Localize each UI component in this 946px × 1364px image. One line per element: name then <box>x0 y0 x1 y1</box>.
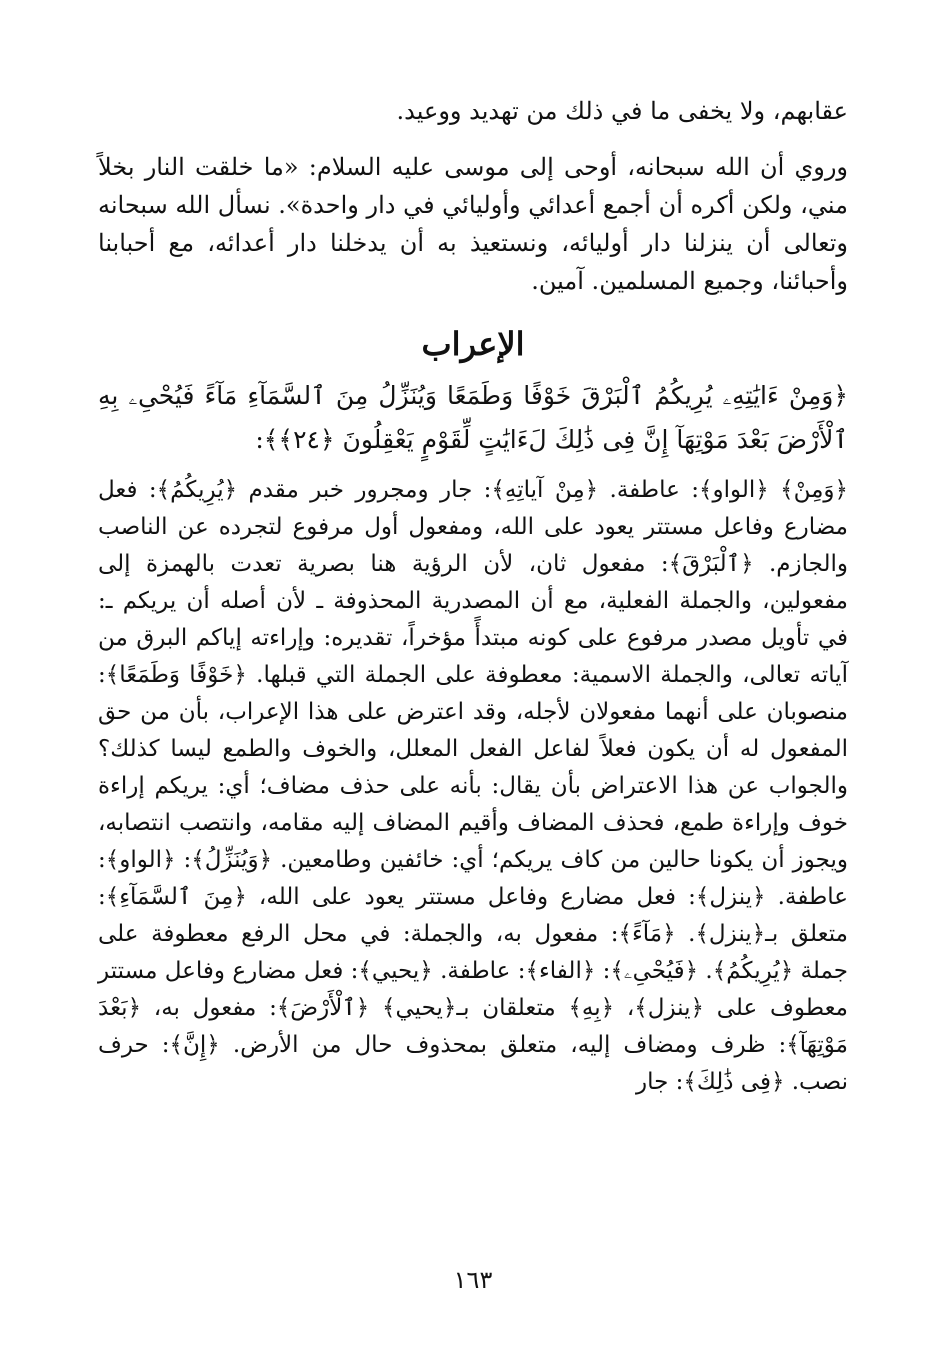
grammatical-analysis: ﴿وَمِنْ﴾ ﴿الواو﴾: عاطفة. ﴿مِنْ آياتِهِ﴾: جار ومجرور خبر مقدم ﴿يُرِيكُمُ﴾: فعل مضارع وفاعل مستتر يعود على الله، ومفعول أول مرفوع لتجرده عن الناصب والجازم. ﴿ٱلْبَرْقَ﴾: مفعول ثان، لأن الرؤية هنا بصرية تعدت بالهمزة إلى مفعولين، والجملة الفعلية، مع أن المصدرية المحذوفة ـ لأن أصله أن يريكم ـ: في تأويل مصدر مرفوع على كونه مبتدأً مؤخراً، تقديره: وإراءته إياكم البرق من آياته تعالى، والجملة الاسمية: معطوفة على الجملة التي قبلها. ﴿خَوْفًا وَطَمَعًا﴾: منصوبان على أنهما مفعولان لأجله، وقد اعترض على هذا الإعراب، بأن من حق المفعول له أن يكون فعلاً لفاعل الفعل المعلل، والخوف والطمع ليسا كذلك؟ والجواب عن هذا الاعتراض بأن يقال: بأنه على حذف مضاف؛ أي: يريكم إراءة خوف وإراءة طمع، فحذف المضاف وأقيم المضاف إليه مقامه، وانتصب انتصابه، ويجوز أن يكونا حالين من كاف يريكم؛ أي: خائفين وطامعين. ﴿وَيُنَزِّلُ﴾: ﴿الواو﴾: عاطفة. ﴿ينزل﴾: فعل مضارع وفاعل مستتر يعود على الله، ﴿مِنَ ٱلسَّمَآءِ﴾: متعلق بـ﴿ينزل﴾. ﴿مَآءً﴾: مفعول به، والجملة: في محل الرفع معطوفة على جملة ﴿يُرِيكُمُ﴾. ﴿فَيُحْىِۦ﴾: ﴿الفاء﴾: عاطفة. ﴿يحيي﴾: فعل مضارع وفاعل مستتر معطوف على ﴿ينزل﴾، ﴿بِهِ﴾ متعلقان بـ﴿يحيي﴾ ﴿ٱلْأَرْضَ﴾: مفعول به، ﴿بَعْدَ مَوْتِهَآ﴾: ظرف ومضاف إليه، متعلق بمحذوف حال من الأرض. ﴿إِنَّ﴾: حرف نصب. ﴿فِى ذَٰلِكَ﴾: جار <box>98 477 848 1095</box>
section-heading: الإعراب <box>421 325 525 363</box>
quran-verse: ﴿وَمِنْ ءَايَٰتِهِۦ يُرِيكُمُ ٱلْبَرْقَ خَوْفًا وَطَمَعًا وَيُنَزِّلُ مِنَ ٱلسَّمَآءِ مَآءً فَيُحْىِۦ بِهِ ٱلْأَرْضَ بَعْدَ مَوْتِهَآ إِنَّ فِى ذَٰلِكَ لَءَايَٰتٍ لِّقَوْمٍ يَعْقِلُونَ ﴿٢٤﴾﴾: <box>98 381 848 454</box>
paragraph-1: عقابهم، ولا يخفى ما في ذلك من تهديد ووعيد. <box>396 97 848 125</box>
page-number: ١٦٣ <box>453 1266 493 1294</box>
paragraph-2: وروي أن الله سبحانه، أوحى إلى موسى عليه السلام: «ما خلقت النار بخلاً مني، ولكن أكره أن أجمع أعدائي وأوليائي في دار واحدة». نسأل الله سبحانه وتعالى أن ينزلنا دار أوليائه، ونستعيذ به أن يدخلنا دار أعدائه، مع أحبابنا وأحبائنا، وجميع المسلمين. آمين. <box>98 153 848 295</box>
